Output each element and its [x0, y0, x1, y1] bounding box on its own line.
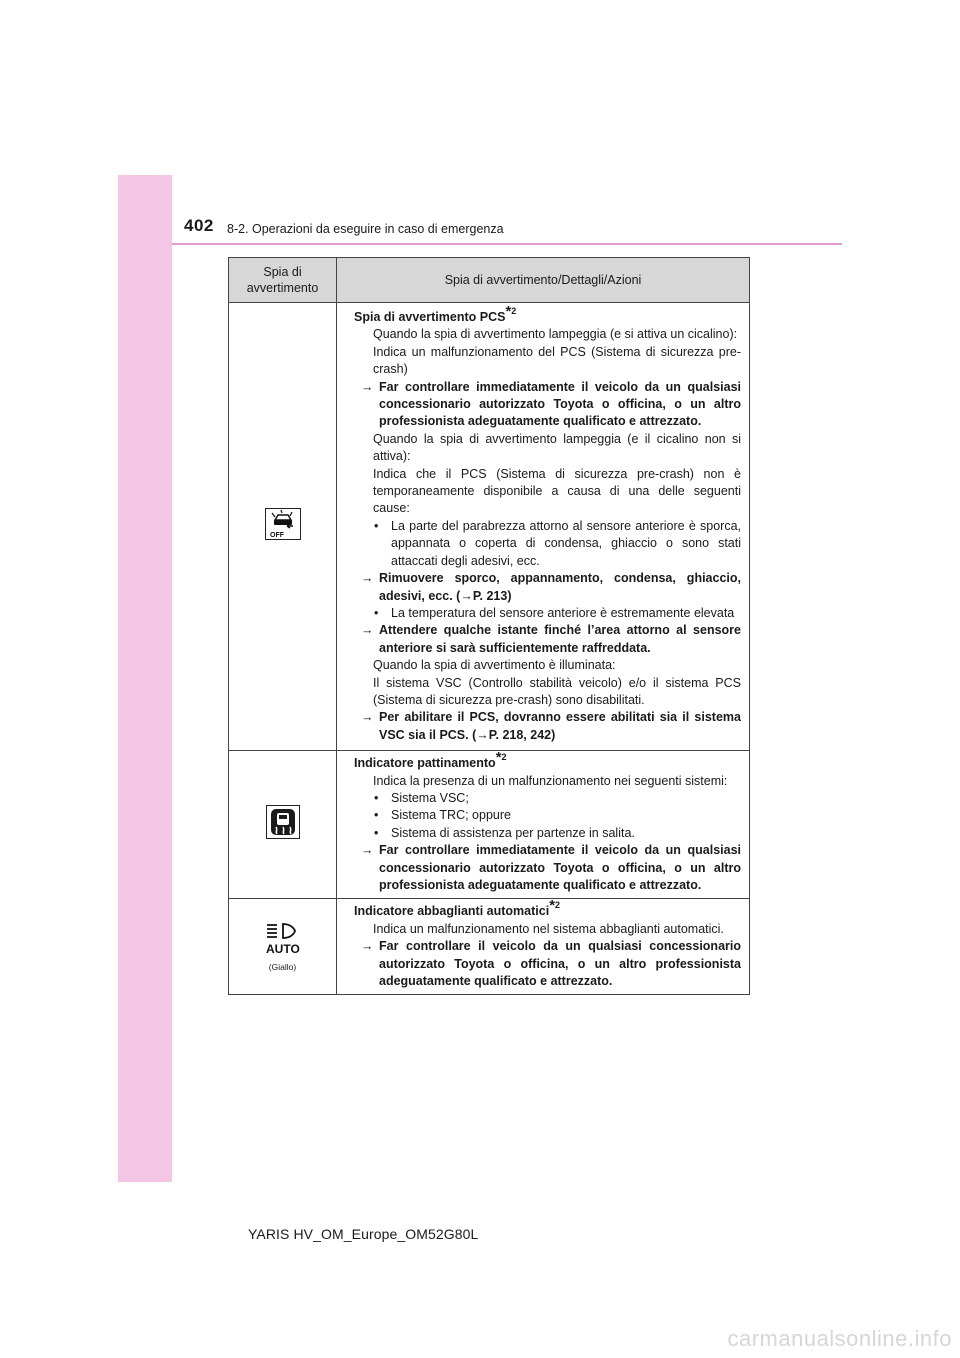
arrow-icon: → — [476, 727, 489, 742]
slip-indicator-icon — [266, 805, 300, 839]
bullet-icon: • — [374, 605, 379, 620]
arrow-icon: → — [361, 571, 374, 586]
arrow-icon: → — [460, 588, 473, 603]
action-item: → Far controllare il veicolo da un qualsiasi concessionario autorizzato Toyota o officina, o un altro professionista adeguatamente qualificato e attrezzato. — [361, 939, 741, 989]
bullet-item: • Sistema di assistenza per partenze in salita. — [391, 825, 741, 842]
content-cell-slip — [337, 751, 750, 899]
icon-caption: (Giallo) — [268, 962, 297, 973]
table-row-pcs — [229, 303, 750, 751]
section-title: 8-2. Operazioni da eseguire in caso di emergenza — [227, 222, 504, 236]
arrow-icon: → — [361, 939, 374, 954]
row-heading-slip: Indicatore pattinamento*$^2$ — [354, 749, 507, 771]
footer-model-code: YARIS HV_OM_Europe_OM52G80L — [248, 1226, 479, 1242]
bullet-item: • Sistema VSC; — [391, 790, 741, 807]
arrow-icon: → — [361, 379, 374, 394]
bullet-item: • Sistema TRC; oppure — [391, 807, 741, 824]
text-line: Quando la spia di avvertimento lampeggia (e il cicalino non si attiva): — [373, 431, 741, 464]
row-heading-pcs: Spia di avvertimento PCS*$^2$ — [354, 303, 517, 324]
content-cell-ahb — [337, 899, 750, 995]
icon-cell-pcs — [229, 303, 337, 751]
arrow-icon: → — [361, 710, 374, 725]
slip-indicator-graphic — [267, 806, 299, 838]
arrow-icon: → — [361, 623, 374, 638]
pcs-off-icon — [265, 508, 301, 540]
auto-high-beam-graphic — [263, 921, 303, 955]
warning-table — [228, 257, 750, 995]
text-line: Indica un malfunzionamento nel sistema abbaglianti automatici. — [373, 921, 724, 936]
text-line: Quando la spia di avvertimento è illuminata: — [373, 658, 616, 673]
action-item: → Far controllare immediatamente il veicolo da un qualsiasi concessionario autorizzato Toyota o officina, o un altro professionista adeguatamente qualificato e attrezzato. — [361, 379, 741, 429]
table-header-row — [229, 258, 750, 303]
pcs-off-icon-graphic — [266, 509, 300, 539]
text-line: Quando la spia di avvertimento lampeggia (e si attiva un cicalino): — [373, 327, 738, 342]
svg-text:OFF: OFF — [269, 532, 284, 540]
side-color-band — [118, 175, 172, 1182]
action-item: → Rimuovere sporco, appannamento, condensa, ghiaccio, adesivi, ecc. (→P. 213) — [361, 571, 741, 603]
column-header-details: Spia di avvertimento/Dettagli/Azioni — [337, 258, 750, 303]
text-line: Indica un malfunzionamento del PCS (Sistema di sicurezza pre-crash) — [373, 344, 741, 377]
bullet-item: • La parte del parabrezza attorno al sensore anteriore è sporca, appannata o coperta di condensa, ghiaccio o sono stati attaccati degli adesivi, ecc. — [374, 518, 741, 568]
bullet-icon: • — [374, 790, 379, 805]
action-item: → Attendere qualche istante finché l’area attorno al sensore anteriore si sarà sufficientemente raffreddata. — [361, 623, 741, 655]
action-item: → Far controllare immediatamente il veicolo da un qualsiasi concessionario autorizzato Toyota o officina, o un altro professionista adeguatamente qualificato e attrezzato. — [361, 843, 741, 892]
bullet-item: • La temperatura del sensore anteriore è estremamente elevata — [391, 605, 741, 622]
bullet-icon: • — [374, 518, 379, 533]
text-line: Il sistema VSC (Controllo stabilità veicolo) e/o il sistema PCS (Sistema di sicurezza pre-crash) sono disabilitati. — [373, 675, 741, 707]
svg-text:AUTO: AUTO — [265, 942, 300, 956]
watermark: carmanualsonline.info — [727, 1326, 952, 1351]
arrow-icon: → — [361, 843, 374, 858]
text-line: Indica la presenza di un malfunzionamento nei seguenti sistemi: — [373, 773, 728, 788]
bullet-icon: • — [374, 808, 379, 823]
icon-cell-ahb — [229, 899, 337, 995]
page-reference[interactable]: P. 213) — [472, 588, 512, 603]
page-number: 402 — [184, 216, 214, 235]
content-cell-pcs — [337, 303, 750, 751]
action-item: → Per abilitare il PCS, dovranno essere abilitati sia il sistema VSC sia il PCS. (→P. 218, 242) — [361, 710, 741, 742]
header-rule — [172, 243, 842, 245]
text-line: Indica che il PCS (Sistema di sicurezza pre-crash) non è temporaneamente disponibile a causa di una delle seguenti cause: — [373, 466, 741, 516]
icon-cell-slip — [229, 751, 337, 899]
column-header-icon: Spia di avvertimento — [229, 258, 337, 303]
table-row-ahb — [229, 899, 750, 995]
auto-high-beam-icon — [263, 921, 303, 955]
page-reference[interactable]: P. 218, 242) — [488, 727, 556, 742]
bullet-icon: • — [374, 825, 379, 840]
row-heading-ahb: Indicatore abbaglianti automatici*$^2$ — [354, 897, 561, 919]
table-row-slip — [229, 751, 750, 899]
